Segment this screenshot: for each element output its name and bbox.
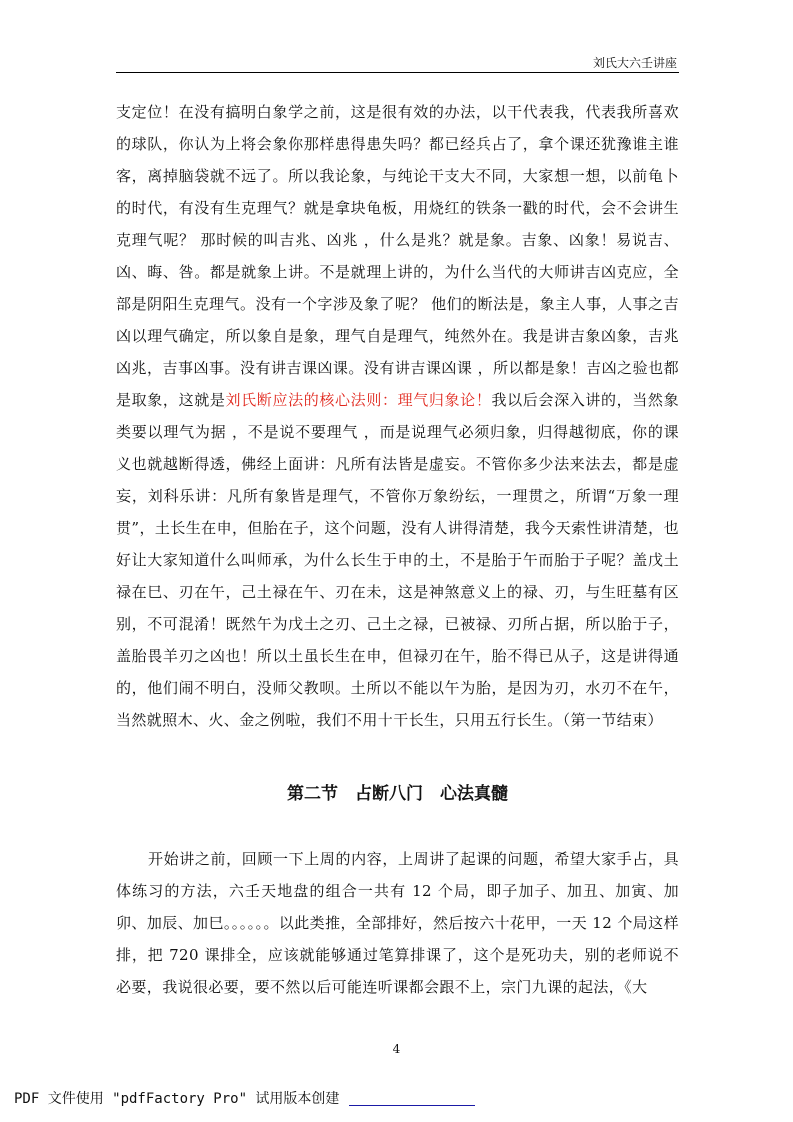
pdf-footer xyxy=(14,1090,475,1108)
paragraph-text: 支定位！在没有搞明白象学之前，这是很有效的办法，以干代表我，代表我所喜欢的球队，你认为上将会象你那样患得患失吗？都已经兵占了，拿个课还犹豫谁主谁客，离掉脑袋就不远了。所以我论象，与纯论干支大不同，大家想一想，以前龟卜的时代，有没有生克理气？就是拿块龟板，用烧红的铁条一戳的时代，会不会讲生克理气呢？ 那时候的叫吉兆、凶兆 ，什么是兆？就是象。吉象、凶象！易说吉、凶、晦、咎。都是就象上讲。不是就理上讲的，为什么当代的大师讲吉凶克应，全部是阴阳生克理气。没有一个字涉及象了呢？ 他们的断法是，象主人事，人事之吉凶以理气确定，所以象自是象，理气自是理气，纯然外在。我是讲吉象凶象，吉兆凶兆，吉事凶事。没有讲吉课凶课。没有讲吉课凶课 ，所以都是象！吉凶之验也都是取象，这就是 xyxy=(116,103,679,409)
running-header-title: 刘氏大六壬讲座 xyxy=(592,56,677,70)
footer-link-underline[interactable] xyxy=(349,1105,475,1106)
page-number: 4 xyxy=(392,1042,401,1056)
paragraph xyxy=(116,96,679,736)
body-paragraph-2 xyxy=(116,843,679,1003)
paragraph-text: 我以后会深入讲的，当然象类要以理气为据 ，不是说不要理气 ，而是说理气必须归象，归得越彻底，你的课义也就越断得透，佛经上面讲：凡所有法皆是虚妄。不管你多少法来法去，都是虚妄，刘科乐讲：凡所有象皆是理气，不管你万象纷纭，一理贯之，所谓“万象一理贯”，土长生在申，但胎在子，这个问题，没有人讲得清楚，我今天索性讲清楚，也好让大家知道什么叫师承，为什么长生于申的土，不是胎于午而胎于子呢？盖戊土禄在巳、刃在午，己土禄在午、刃在未，这是神煞意义上的禄、刃，与生旺墓有区别，不可混淆！既然午为戊土之刃、己土之禄，已被禄、刃所占据，所以胎于子，盖胎畏羊刃之凶也！所以土虽长生在申，但禄刃在午，胎不得已从子，这是讲得通的，他们闹不明白，没师父教呗。土所以不能以午为胎，是因为刃，水刃不在午，当然就照木、火、金之例啦，我们不用十干长生，只用五行长生。（第一节结束） xyxy=(116,391,679,729)
highlighted-text: 刘氏断应法的核心法则：理气归象论！ xyxy=(225,391,492,409)
footer-text: PDF 文件使用 "pdfFactory Pro" 试用版本创建 xyxy=(14,1091,340,1107)
paragraph: 开始讲之前，回顾一下上周的内容，上周讲了起课的问题，希望大家手占，具体练习的方法，六壬天地盘的组合一共有 12 个局，即子加子、加丑、加寅、加卯、加辰、加巳。。。。。。以此类推，全部排好，然后按六十花甲，一天 12 个局这样排，把 720 课排全，应该就能够通过笔算排课了，这个是死功夫，别的老师说不必要，我说很必要，要不然以后可能连听课都会跟不上，宗门九课的起法，《大 xyxy=(116,850,679,996)
header-rule xyxy=(116,72,679,73)
section-heading: 第二节 占断八门 心法真髓 xyxy=(287,784,508,804)
body-paragraph-1 xyxy=(116,96,679,736)
